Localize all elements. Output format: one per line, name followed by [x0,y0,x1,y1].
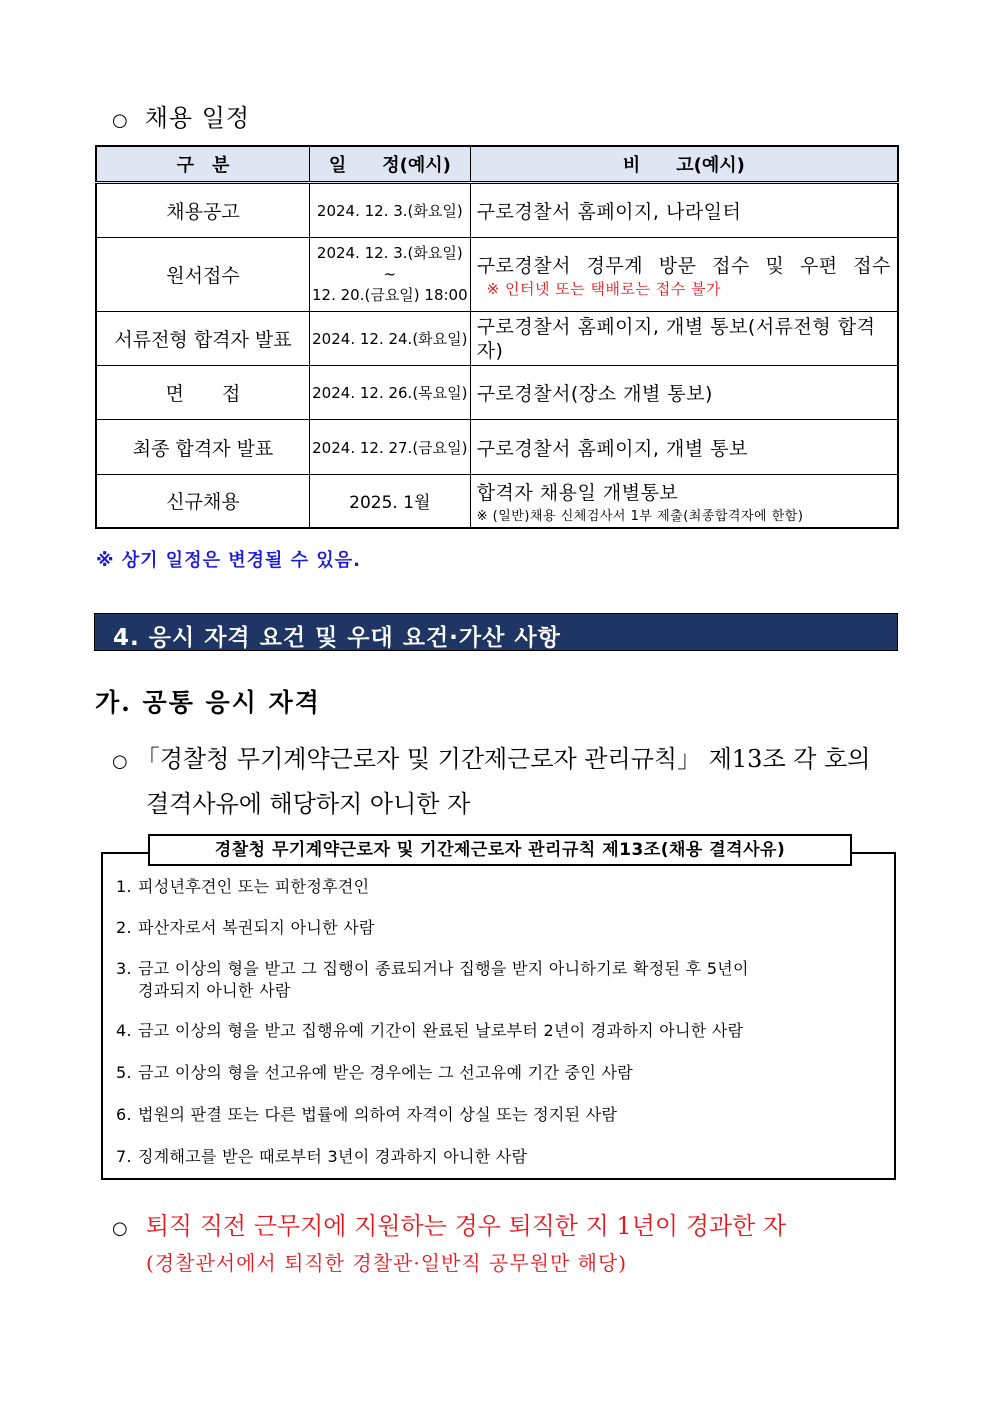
item-number: 7. [116,1147,132,1166]
paragraph-text: 「경찰청 무기계약근로자 및 기간제근로자 관리규칙」 제13조 각 호의 [135,745,871,773]
note-cell [470,238,898,312]
date-line: 2024. 12. 3.(화요일) [316,244,463,262]
item-text: 금고 이상의 형을 받고 그 집행이 종료되거나 집행을 받지 아니하기로 확정된 후 5년이 [138,959,749,978]
list-item [116,876,886,898]
item-text: 피성년후견인 또는 피한정후견인 [138,877,370,896]
item-text: 파산자로서 복권되지 아니한 사람 [138,918,375,937]
item-text: 금고 이상의 형을 받고 집행유예 기간이 완료된 날로부터 2년이 경과하지 아니한 사람 [138,1021,744,1040]
section-header-bar [94,613,898,651]
stage-cell: 면 접 [96,366,310,420]
section-title: 4. 응시 자격 요건 및 우대 요건·가산 사항 [113,625,561,651]
date-cell: 2024. 12. 3.(화요일) [310,183,471,238]
list-item [116,917,886,939]
bullet-circle-icon: ○ [112,1218,128,1239]
stage-cell: 최종 합격자 발표 [96,420,310,475]
rules-box [101,852,896,1180]
item-text: 금고 이상의 형을 선고유예 받은 경우에는 그 선고유예 기간 중인 사람 [138,1063,634,1082]
item-number: 2. [116,918,132,937]
item-number: 1. [116,877,132,896]
note-cell: 구로경찰서 홈페이지, 개별 통보(서류전형 합격자) [470,312,898,366]
qualification-paragraph [112,738,898,825]
table-row [96,312,898,366]
date-cell [310,238,471,312]
bullet-circle-icon: ○ [112,751,128,772]
retirement-text: 퇴직 직전 근무지에 지원하는 경우 퇴직한 지 1년이 경과한 자 [145,1212,787,1240]
note-small: ※ (일반)채용 신체검사서 1부 제출(최종합격자에 한함) [476,508,804,524]
paragraph-line [112,738,898,783]
header-stage: 구 분 [96,146,310,183]
item-text-continued: 경과되지 아니한 사람 [138,981,291,1000]
common-qualification-heading: 가. 공통 응시 자격 [95,688,321,717]
list-item [116,1104,886,1126]
note-text: 구로경찰서 경무계 방문 접수 및 우편 접수 [476,254,891,277]
date-cell: 2024. 12. 24.(화요일) [310,312,471,366]
item-number: 6. [116,1105,132,1124]
table-row [96,183,898,238]
stage-cell: 서류전형 합격자 발표 [96,312,310,366]
note-cell: 구로경찰서 홈페이지, 개별 통보 [470,420,898,475]
stage-cell: 신규채용 [96,475,310,528]
paragraph-line: 결격사유에 해당하지 아니한 자 [146,790,471,818]
date-line: ~ [383,265,397,283]
table-row [96,366,898,420]
table-row [96,238,898,312]
note-warning: ※ 인터넷 또는 택배로는 접수 불가 [486,279,721,298]
note-cell: 구로경찰서 홈페이지, 나라일터 [470,183,898,238]
header-date: 일 정(예시) [310,146,471,183]
retirement-paragraph [112,1207,898,1278]
schedule-footnote: ※ 상기 일정은 변경될 수 있음. [96,550,361,571]
date-line: 12. 20.(금요일) 18:00 [312,286,468,304]
item-number: 5. [116,1063,132,1082]
note-cell [470,475,898,528]
retirement-note: (경찰관서에서 퇴직한 경찰관·일반직 공무원만 해당) [146,1251,628,1275]
table-row [96,420,898,475]
header-note: 비 고(예시) [470,146,898,183]
schedule-table [95,145,899,529]
note-text: 합격자 채용일 개별통보 [476,481,679,504]
note-cell: 구로경찰서(장소 개별 통보) [470,366,898,420]
table-row [96,475,898,528]
date-cell: 2024. 12. 27.(금요일) [310,420,471,475]
list-item [116,1020,886,1042]
bullet-circle-icon: ○ [112,110,129,131]
item-number: 4. [116,1021,132,1040]
item-text: 징계해고를 받은 때로부터 3년이 경과하지 아니한 사람 [138,1147,528,1166]
item-number: 3. [116,959,132,978]
retirement-line [112,1207,898,1248]
schedule-title: 채용 일정 [144,104,251,132]
list-item [116,958,886,1002]
list-item [116,1062,886,1084]
date-cell: 2025. 1월 [310,475,471,528]
list-item [116,1146,886,1168]
table-header-row [96,146,898,183]
schedule-heading [112,98,250,133]
stage-cell: 원서접수 [96,238,310,312]
rules-box-title: 경찰청 무기계약근로자 및 기간제근로자 관리규칙 제13조(채용 결격사유) [148,834,852,866]
item-text: 법원의 판결 또는 다른 법률에 의하여 자격이 상실 또는 정지된 사람 [138,1105,618,1124]
stage-cell: 채용공고 [96,183,310,238]
date-cell: 2024. 12. 26.(목요일) [310,366,471,420]
